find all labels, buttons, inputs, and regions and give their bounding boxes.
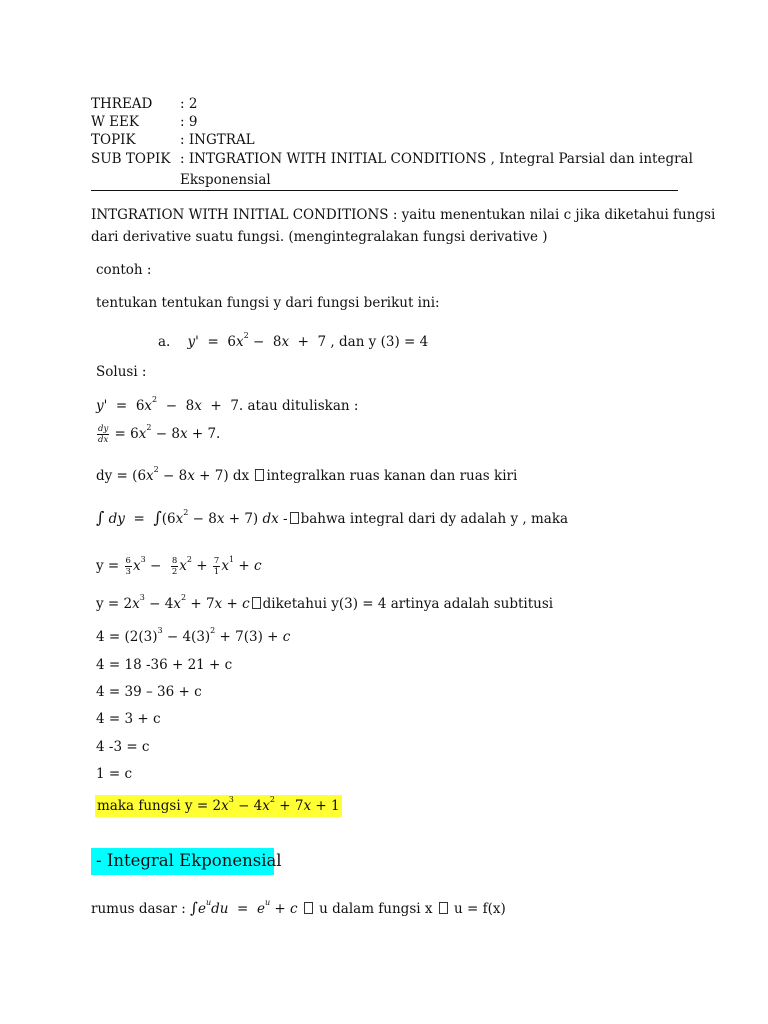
step-9: 4 = 39 – 36 + c xyxy=(96,684,202,700)
step-2: $\frac{dy}{dx}$ = $6x^2 - 8x + 7$. xyxy=(98,423,221,445)
week-value: : 9 xyxy=(180,114,198,130)
problem-a: a. $y' = 6x^2 - 8x + 7$ , dan y (3) = 4 xyxy=(158,331,429,350)
contoh-label: contoh : xyxy=(96,262,152,278)
step-3: dy = $(6x^2 - 8x + 7)$ dx integralkan ruas kanan dan ruas kiri xyxy=(96,465,518,484)
step-1: $y' = 6x^2 - 8x + 7$. atau dituliskan : xyxy=(96,395,359,414)
intro-line-2: dari derivative suatu fungsi. (mengintegralakan fungsi derivative ) xyxy=(91,229,548,245)
step-4: ∫ dy = $\int(6x^2 - 8x + 7)$ dx - bahwa integral dari dy adalah y , maka xyxy=(96,508,569,527)
step-6: $y = 2x^3 - 4x^2 + 7x + c$ diketahui y(3) = 4 artinya adalah subtitusi xyxy=(96,593,554,612)
rumus-dasar: rumus dasar : $\int e^udu = e^u + c$ u dalam fungsi x u = f(x) xyxy=(91,898,506,917)
result-highlight: maka fungsi $y = 2x^3 - 4x^2 + 7x + 1$ xyxy=(95,795,342,817)
header-divider xyxy=(91,190,678,191)
solusi-label: Solusi : xyxy=(96,364,147,380)
subtopik-value-2: Eksponensial xyxy=(180,172,271,188)
step-11: 4 -3 = c xyxy=(96,739,150,755)
arrow-glyph-icon xyxy=(304,902,313,914)
intro-line-1: INTGRATION WITH INITIAL CONDITIONS : yaitu menentukan nilai c jika diketahui fungsi xyxy=(91,207,716,223)
step-5: y = $\frac{6}{3}$ $x^3$ − $\frac{8}{2}$ $x^2$ + $\frac{7}{1}$ $x^1 + c$ xyxy=(96,555,262,577)
topik-label: TOPIK xyxy=(91,132,136,148)
week-label: W EEK xyxy=(91,114,139,130)
section-title: - Integral Ekponensial xyxy=(96,851,282,870)
topik-value: : INGTRAL xyxy=(180,132,255,148)
step-7: $4 = (2(3)^3 - 4(3)^2 + 7(3) + c$ xyxy=(96,626,291,645)
arrow-glyph-icon xyxy=(290,512,299,524)
arrow-glyph-icon xyxy=(252,597,261,609)
subtopik-label: SUB TOPIK xyxy=(91,151,171,167)
step-10: 4 = 3 + c xyxy=(96,711,161,727)
arrow-glyph-icon xyxy=(255,469,264,481)
arrow-glyph-icon xyxy=(439,902,448,914)
problem-statement: tentukan tentukan fungsi y dari fungsi berikut ini: xyxy=(96,295,440,311)
step-8: 4 = 18 -36 + 21 + c xyxy=(96,657,233,673)
step-12: 1 = c xyxy=(96,766,133,782)
subtopik-value: : INTGRATION WITH INITIAL CONDITIONS , Integral Parsial dan integral xyxy=(180,151,693,167)
result-line xyxy=(95,797,342,815)
thread-label: THREAD xyxy=(91,96,153,112)
thread-value: : 2 xyxy=(180,96,198,112)
